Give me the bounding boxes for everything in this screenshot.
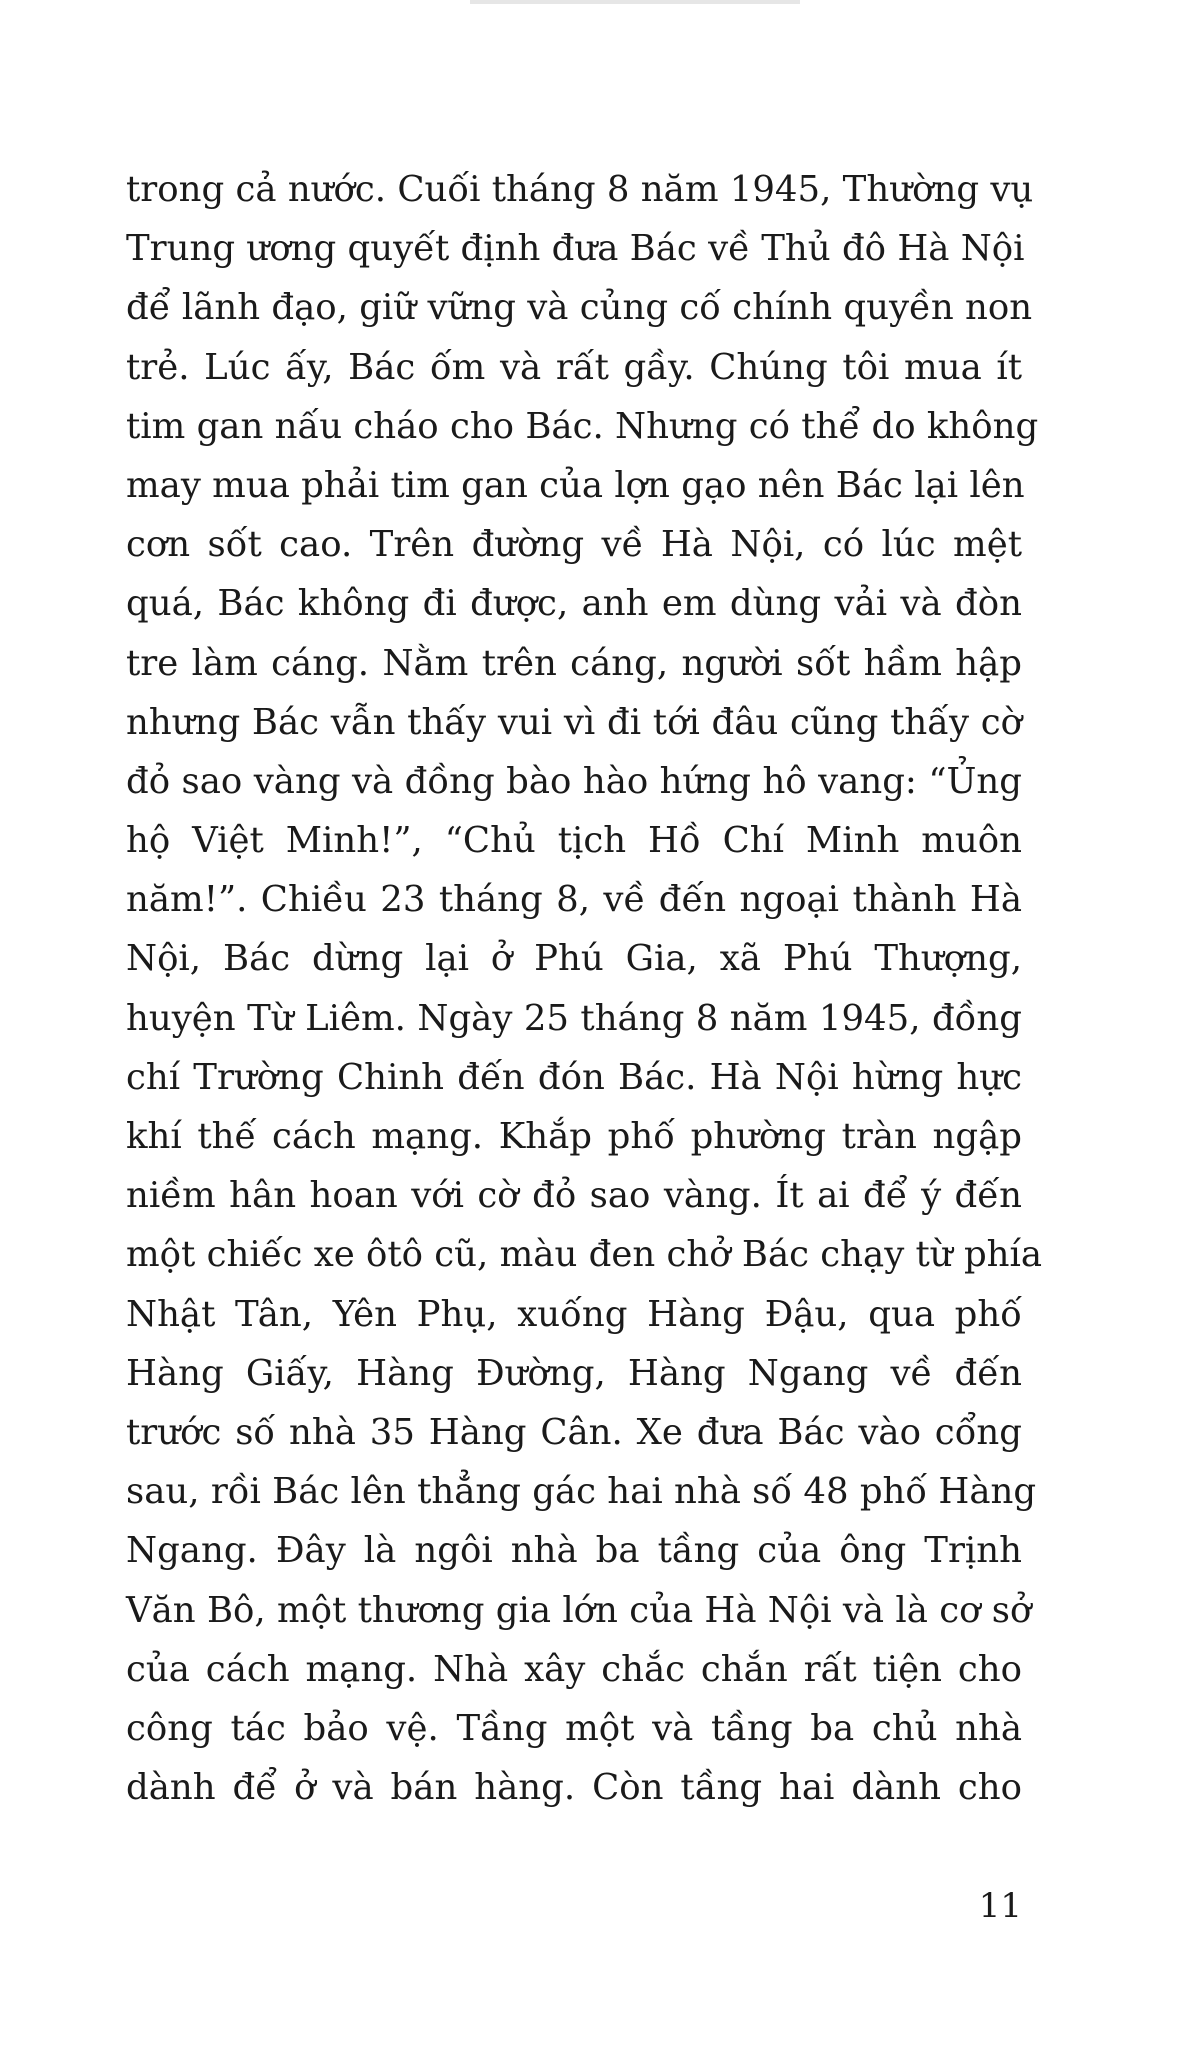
text-line: trẻ. Lúc ấy, Bác ốm và rất gầy. Chúng tôi mua ít — [126, 346, 1022, 388]
text-line: dành để ở và bán hàng. Còn tầng hai dành cho — [126, 1767, 1022, 1809]
text-line: của cách mạng. Nhà xây chắc chắn rất tiện cho — [126, 1648, 1022, 1690]
text-line: quá, Bác không đi được, anh em dùng vải và đòn — [126, 583, 1022, 625]
text-line: huyện Từ Liêm. Ngày 25 tháng 8 năm 1945, đồng — [126, 997, 1022, 1039]
text-line: tim gan nấu cháo cho Bác. Nhưng có thể do không — [126, 405, 1039, 447]
text-line: niềm hân hoan với cờ đỏ sao vàng. Ít ai để ý đến — [126, 1175, 1022, 1217]
text-line: Trung ương quyết định đưa Bác về Thủ đô Hà Nội — [126, 228, 1025, 270]
text-line: đỏ sao vàng và đồng bào hào hứng hô vang: “Ủng — [126, 760, 1022, 802]
text-line: may mua phải tim gan của lợn gạo nên Bác lại lên — [126, 464, 1025, 506]
text-line: cơn sốt cao. Trên đường về Hà Nội, có lúc mệt — [126, 524, 1022, 566]
text-line: Nhật Tân, Yên Phụ, xuống Hàng Đậu, qua phố — [126, 1293, 1022, 1335]
text-line: Ngang. Đây là ngôi nhà ba tầng của ông Trịnh — [126, 1530, 1022, 1572]
text-line: nhưng Bác vẫn thấy vui vì đi tới đâu cũng thấy cờ — [126, 701, 1022, 743]
text-line: Nội, Bác dừng lại ở Phú Gia, xã Phú Thượng, — [126, 938, 1022, 980]
text-line: hộ Việt Minh!”, “Chủ tịch Hồ Chí Minh muôn — [126, 820, 1022, 862]
text-line: trước số nhà 35 Hàng Cân. Xe đưa Bác vào cổng — [126, 1411, 1022, 1453]
text-line: trong cả nước. Cuối tháng 8 năm 1945, Thường vụ — [126, 169, 1034, 210]
text-line: sau, rồi Bác lên thẳng gác hai nhà số 48 phố Hàng — [126, 1471, 1037, 1513]
top-edge-mark — [470, 0, 800, 4]
page-number: 11 — [978, 1886, 1022, 1926]
text-line: năm!”. Chiều 23 tháng 8, về đến ngoại thành Hà — [126, 879, 1022, 921]
text-line: để lãnh đạo, giữ vững và củng cố chính quyền non — [126, 287, 1033, 329]
text-line: chí Trường Chinh đến đón Bác. Hà Nội hừng hực — [126, 1056, 1022, 1098]
text-line: tre làm cáng. Nằm trên cáng, người sốt hầm hập — [126, 642, 1022, 684]
text-line: Văn Bô, một thương gia lớn của Hà Nội và là cơ sở — [126, 1589, 1032, 1631]
body-text — [126, 160, 1043, 1817]
text-line: công tác bảo vệ. Tầng một và tầng ba chủ nhà — [126, 1707, 1022, 1749]
text-line: khí thế cách mạng. Khắp phố phường tràn ngập — [126, 1116, 1022, 1157]
text-line: Hàng Giấy, Hàng Đường, Hàng Ngang về đến — [126, 1352, 1022, 1394]
text-line: một chiếc xe ôtô cũ, màu đen chở Bác chạy từ phía — [126, 1234, 1043, 1276]
